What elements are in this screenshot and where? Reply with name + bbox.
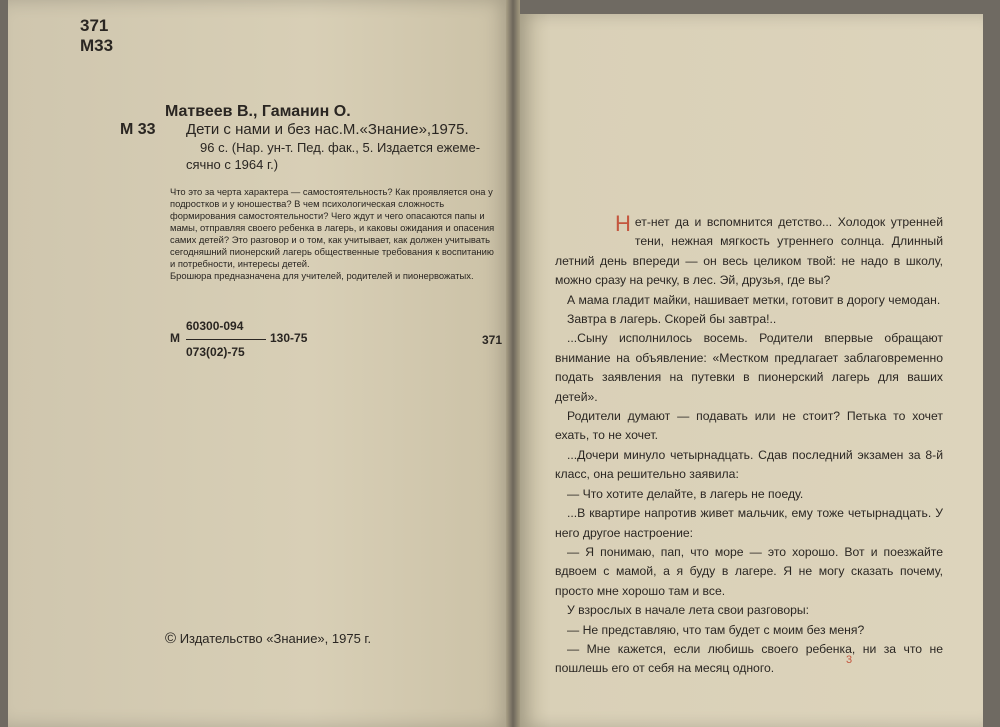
paragraph-7: — Что хотите делайте, в лагерь не поеду. — [567, 486, 804, 501]
body-text — [555, 213, 943, 679]
annotation — [170, 186, 500, 282]
authors: Матвеев В., Гаманин О. — [165, 103, 351, 120]
bbk-code: М33 — [80, 36, 114, 55]
index-bottom: 073(02)-75 — [186, 345, 245, 359]
page-number: 3 — [846, 654, 853, 666]
paragraph-1 — [555, 213, 943, 291]
paragraph-12: — Мне кажется, если любишь своего ребенка, ни за что не пошлешь его от себя на месяц одного. — [555, 641, 943, 676]
copyright-text: Издательство «Знание», 1975 г. — [179, 631, 372, 646]
index-letter: М — [170, 331, 180, 345]
drop-cap: Н — [615, 211, 631, 236]
paragraph-8: ...В квартире напротив живет мальчик, ему тоже четырнадцать. У него другое настроение: — [555, 506, 943, 540]
index-code: 371 — [482, 333, 503, 347]
annotation-audience: Брошюра предназначена для учителей, родителей и пионервожатых. — [170, 270, 474, 281]
copyright-icon: © — [165, 630, 177, 647]
book-title-line: Дети с нами и без нас.М.«Знание»,1975. — [186, 121, 469, 138]
copyright — [165, 630, 371, 647]
index-right: 130-75 — [270, 331, 308, 345]
paragraph-2: А мама гладит майки, нашивает метки, готовит в дорогу чемодан. — [567, 292, 941, 307]
bbk-short: М 33 — [120, 121, 156, 138]
index-top: 60300-094 — [186, 319, 244, 333]
paragraph-11: — Не представляю, что там будет с моим без меня? — [567, 622, 865, 637]
index-fraction-line — [186, 339, 266, 340]
paragraph-10: У взрослых в начале лета свои разговоры: — [567, 603, 810, 618]
paragraph-1-text: ет-нет да и вспомнится детство... Холодок утренней тени, нежная мягкость утреннего солнца. Длинный летний день впереди — он весь целиком твой: не надо в школу, можно сразу на речку, в лес. Эй, друзья, где вы? — [555, 215, 943, 288]
paragraph-5: Родители думают — подавать или не стоит? Петька то хочет ехать, то не хочет. — [555, 409, 943, 443]
paragraph-9: — Я понимаю, пап, что море — это хорошо. Вот и поезжайте вдвоем с мамой, а я буду в лагере. Я не могу сказать почему, просто мне хорошо там и все. — [555, 544, 943, 598]
book-gutter — [506, 0, 520, 727]
bibliographic-line-3: сячно с 1964 г.) — [186, 157, 279, 172]
paragraph-4: ...Сыну исполнилось восемь. Родители впервые обращают внимание на объявление: «Местком предлагает заблаговременно подать заявления на путевки в пионерский лагерь для ваших детей». — [555, 331, 943, 404]
annotation-paragraph: Что это за черта характера — самостоятельность? Как проявляется она у подростков и у юношества? В чем психологическая сложность формирования самостоятельности? Чего ждут и чего опасаются папы и мамы, отправляя своего ребенка в лагерь, и каковы ожидания и опасения самих детей? Это разговор и о том, как учитывает, как должен учитывать сегодняшний пионерский лагерь общественные требования к воспитанию и потребности, интересы детей. — [170, 186, 495, 269]
bibliographic-line-2: 96 с. (Нар. ун-т. Пед. фак., 5. Издается ежеме- — [200, 140, 481, 155]
paragraph-6: ...Дочери минуло четырнадцать. Сдав последний экзамен за 8-й класс, она решительно заявила: — [555, 447, 943, 482]
udc-code: 371 — [80, 16, 109, 35]
paragraph-3: Завтра в лагерь. Скорей бы завтра!.. — [567, 312, 777, 327]
